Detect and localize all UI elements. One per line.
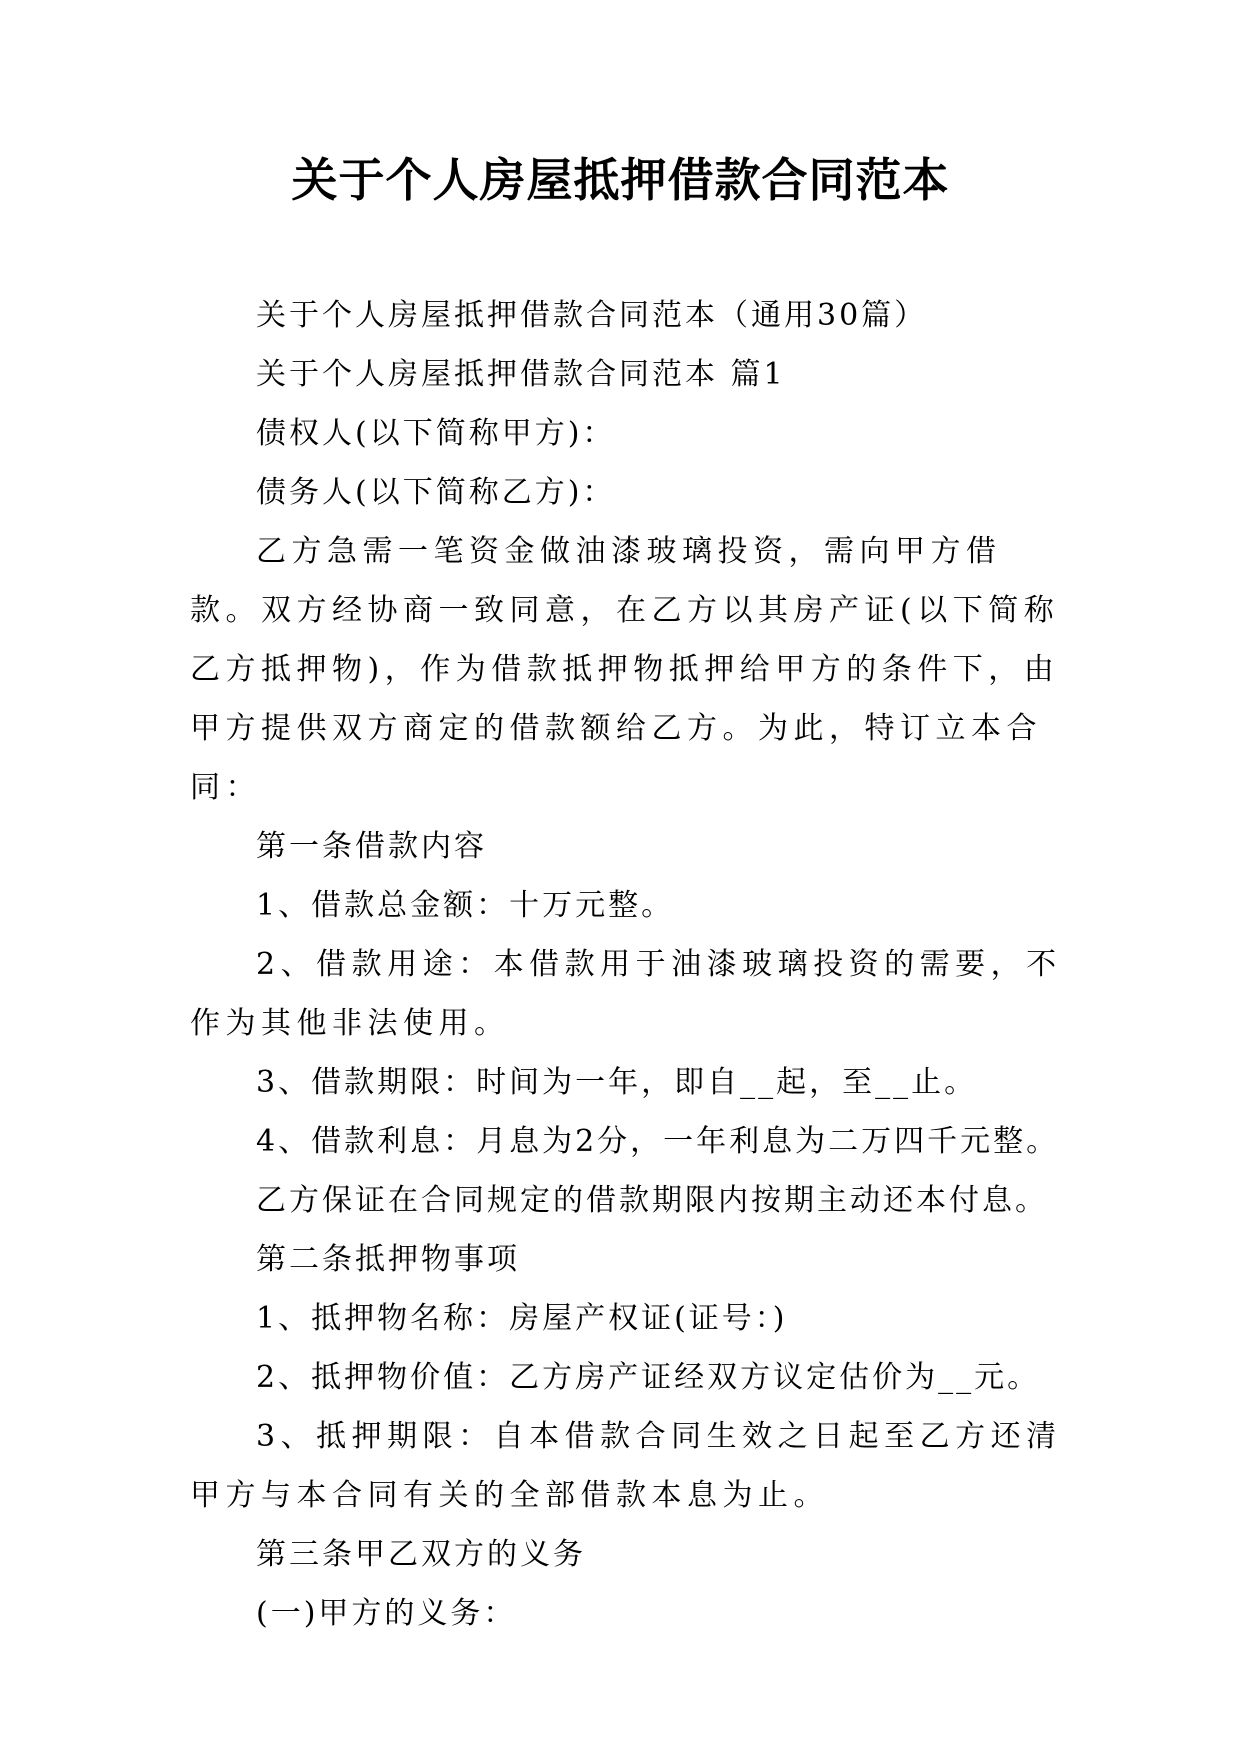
preamble-paragraph: 乙方急需一笔资金做油漆玻璃投资，需向甲方借款。双方经协商一致同意，在乙方以其房产证(以下简称乙方抵押物)，作为借款抵押物抵押给甲方的条件下，由甲方提供双方商定的借款额给乙方。为此，特订立本合同： <box>190 534 1060 805</box>
article-1-heading: 第一条借款内容 <box>256 829 487 864</box>
clause-loan-term: 3、借款期限：时间为一年，即自__起，至__止。 <box>256 1065 978 1100</box>
document-body <box>190 286 1070 1643</box>
repayment-guarantee: 乙方保证在合同规定的借款期限内按期主动还本付息。 <box>256 1183 1048 1218</box>
clause-collateral-term: 3、抵押期限：自本借款合同生效之日起至乙方还清甲方与本合同有关的全部借款本息为止。 <box>190 1419 1062 1513</box>
document-title: 关于个人房屋抵押借款合同范本 <box>291 153 950 207</box>
article-2-heading: 第二条抵押物事项 <box>256 1242 520 1277</box>
debtor-line: 债务人(以下简称乙方)： <box>256 475 616 510</box>
clause-collateral-name: 1、抵押物名称：房屋产权证(证号：) <box>256 1301 788 1336</box>
article-3-heading: 第三条甲乙双方的义务 <box>256 1537 586 1572</box>
clause-loan-purpose: 2、借款用途：本借款用于油漆玻璃投资的需要，不作为其他非法使用。 <box>190 947 1062 1041</box>
party-a-obligations-heading: (一)甲方的义务： <box>256 1596 517 1631</box>
clause-loan-interest: 4、借款利息：月息为2分，一年利息为二万四千元整。 <box>256 1124 1060 1159</box>
clause-loan-amount: 1、借款总金额：十万元整。 <box>256 888 675 923</box>
clause-collateral-value: 2、抵押物价值：乙方房产证经双方议定估价为__元。 <box>256 1360 1041 1395</box>
creditor-line: 债权人(以下简称甲方)： <box>256 416 616 451</box>
subtitle-paragraph: 关于个人房屋抵押借款合同范本（通用30篇） <box>256 298 928 333</box>
section-heading: 关于个人房屋抵押借款合同范本 篇1 <box>256 357 786 392</box>
